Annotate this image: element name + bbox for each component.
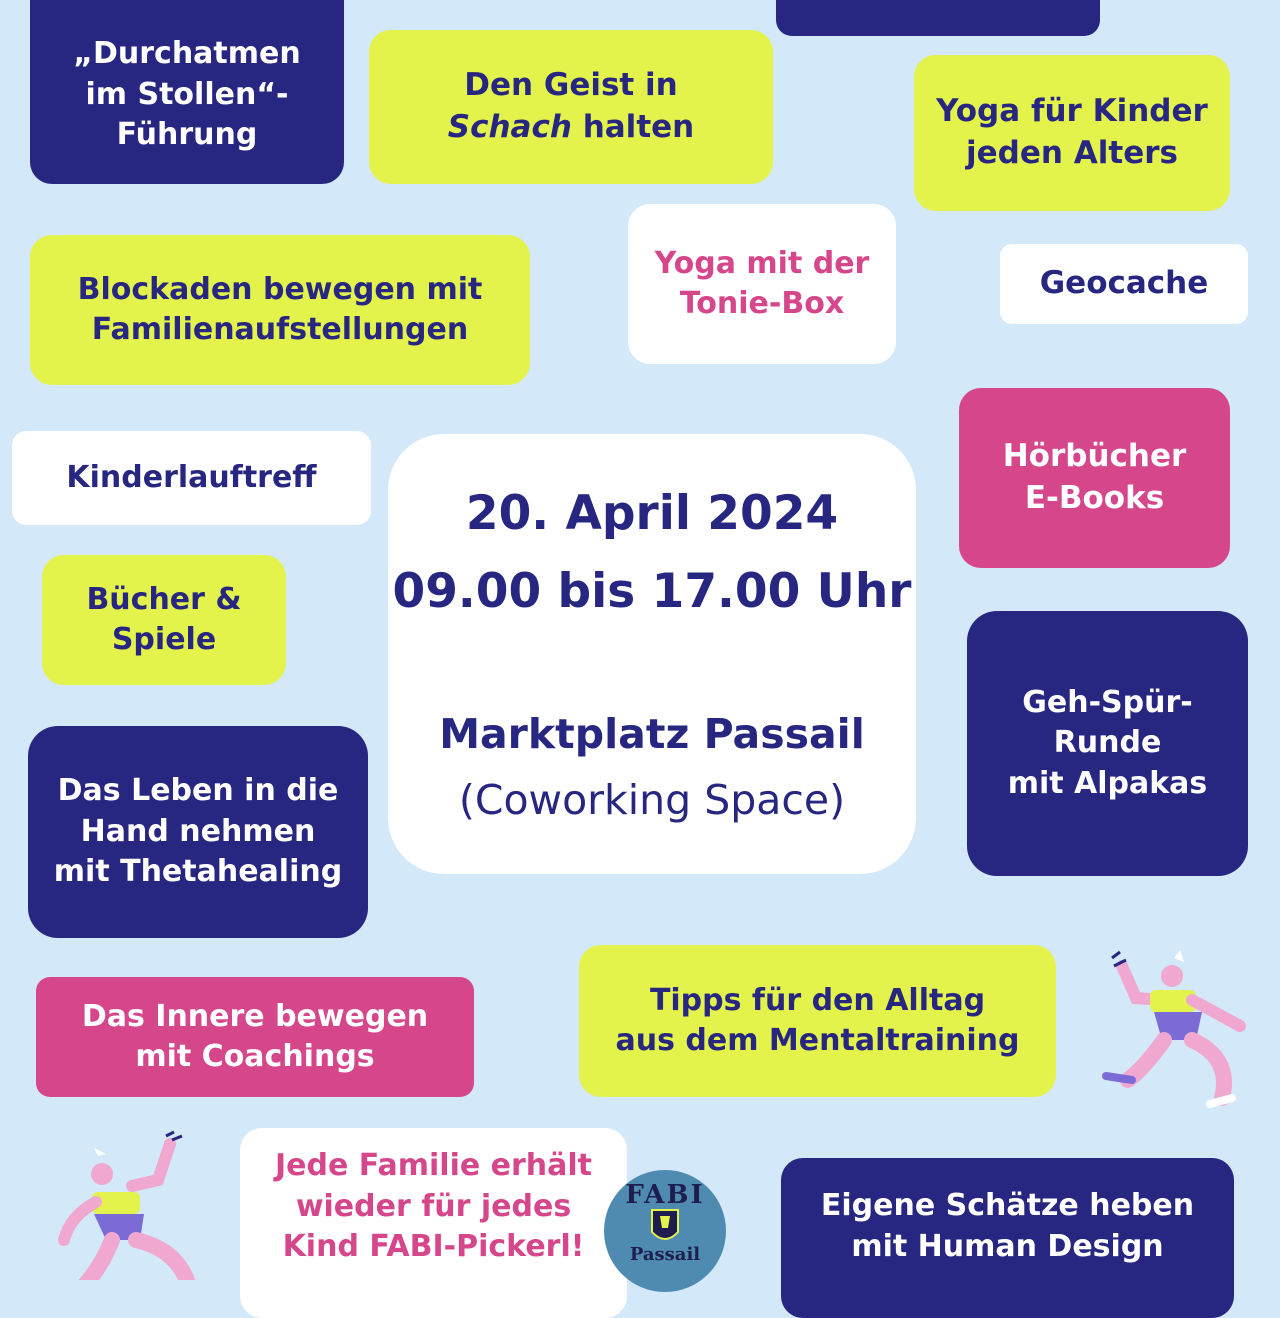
- box-geocache-label: Geocache: [1039, 265, 1209, 302]
- box-yoga-kinder-line-1: Yoga für Kinder: [936, 93, 1208, 130]
- box-schach-line-2: [448, 107, 694, 149]
- box-yoga-kinder-line-2: jeden Alters: [966, 135, 1178, 171]
- box-blockaden: [30, 235, 530, 385]
- box-schaetze-line-1: Eigene Schätze heben: [820, 1188, 1195, 1223]
- box-tipps-line-2: aus dem Mentaltraining: [615, 1023, 1020, 1058]
- box-durchatmen-line-1: „Durchatmen: [73, 36, 301, 72]
- event-venue: (Coworking Space): [458, 776, 846, 824]
- fabi-sticker: [604, 1170, 726, 1292]
- box-kinderlauftreff: [12, 431, 371, 525]
- fabi-sticker-brand: FABI: [625, 1180, 705, 1210]
- box-tipps-line-1: Tipps für den Alltag: [649, 982, 986, 1018]
- box-hoerbuecher-line-1: Hörbücher: [1002, 438, 1187, 475]
- box-yoga-kinder: [914, 55, 1230, 211]
- crest-icon: [604, 1170, 726, 1292]
- box-kinderlauftreff-label: Kinderlauftreff: [66, 459, 317, 495]
- box-durchatmen-line-2: im Stollen“-: [85, 76, 289, 112]
- box-leben-line-1: Das Leben in die: [57, 773, 339, 809]
- box-yoga-tonie-line-1: Yoga mit der: [654, 245, 870, 281]
- box-blockaden-line-2: Familienaufstellungen: [91, 312, 469, 347]
- box-yoga-tonie: [628, 204, 896, 364]
- box-geh-spuer: [967, 611, 1248, 876]
- box-leben: [28, 726, 368, 938]
- box-familie-line-1: Jede Familie erhält: [274, 1148, 593, 1183]
- box-hoerbuecher: [959, 388, 1230, 568]
- box-familie: [240, 1128, 627, 1318]
- box-schach-emphasis: Schach: [447, 109, 572, 145]
- box-yoga-tonie-line-2: Tonie-Box: [679, 286, 845, 321]
- box-familie-line-3: Kind FABI-Pickerl!: [282, 1229, 585, 1264]
- box-innere: [36, 977, 474, 1097]
- box-buecher-line-1: Bücher &: [86, 581, 242, 617]
- box-familie-line-2: wieder für jedes: [295, 1188, 572, 1224]
- box-buecher-line-2: Spiele: [111, 622, 217, 657]
- box-geh-spuer-line-2: Runde: [1053, 725, 1162, 761]
- box-schaetze: [781, 1158, 1234, 1318]
- box-schach-line-1: Den Geist in: [464, 67, 678, 104]
- box-schach-tail: halten: [571, 109, 695, 145]
- box-schach: [369, 30, 773, 184]
- fabi-sticker-town: Passail: [629, 1244, 701, 1265]
- box-schaetze-line-2: mit Human Design: [851, 1228, 1164, 1264]
- dancing-figure-left-icon: [40, 1130, 220, 1280]
- box-durchatmen: [30, 0, 344, 184]
- event-time: 09.00 bis 17.00 Uhr: [392, 564, 912, 619]
- box-blockaden-line-1: Blockaden bewegen mit: [77, 271, 483, 307]
- top-partial-box: [776, 0, 1100, 36]
- box-tipps: [579, 945, 1056, 1097]
- box-innere-line-2: mit Coachings: [135, 1039, 375, 1074]
- box-geocache: [1000, 244, 1248, 324]
- box-hoerbuecher-line-2: E-Books: [1024, 480, 1165, 516]
- box-leben-line-3: mit Thetahealing: [53, 854, 343, 890]
- box-buecher: [42, 555, 286, 685]
- event-date: 20. April 2024: [465, 486, 839, 541]
- box-leben-line-2: Hand nehmen: [80, 813, 316, 849]
- event-place: Marktplatz Passail: [439, 710, 865, 758]
- box-geh-spuer-line-1: Geh-Spür-: [1022, 684, 1193, 720]
- box-geh-spuer-line-3: mit Alpakas: [1007, 765, 1208, 801]
- event-card: [388, 434, 916, 874]
- box-durchatmen-line-3: Führung: [116, 117, 258, 153]
- dancing-figure-right-icon: [1092, 948, 1252, 1113]
- box-innere-line-1: Das Innere bewegen: [81, 998, 429, 1034]
